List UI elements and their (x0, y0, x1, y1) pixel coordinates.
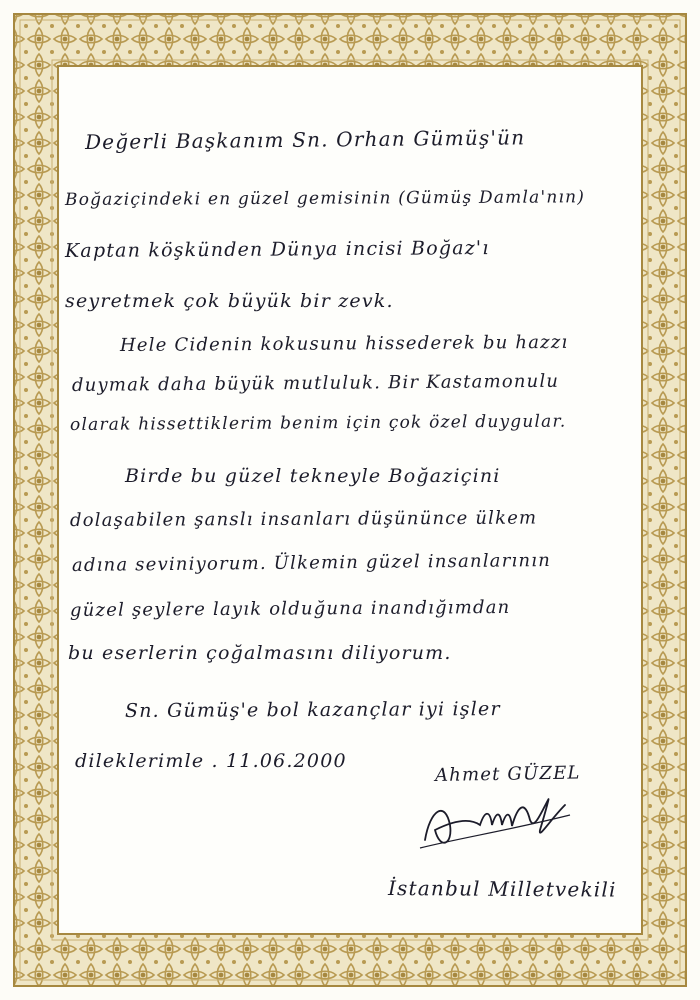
letter-line: olarak hissettiklerim benim için çok özel duygular. (69, 411, 567, 435)
letter-line: Birde bu güzel tekneyle Boğaziçini (125, 465, 501, 487)
letter-line: seyretmek çok büyük bir zevk. (65, 290, 394, 312)
letter-line: adına seviniyorum. Ülkemin güzel insanlarının (71, 549, 552, 576)
letter-line: duymak daha büyük mutluluk. Bir Kastamonulu (71, 370, 560, 396)
signer-name: Ahmet GÜZEL (434, 762, 581, 786)
signer-title: İstanbul Milletvekili (387, 876, 617, 902)
letter-line: bu eserlerin çoğalmasını diliyorum. (68, 642, 452, 664)
letter-line: Boğaziçindeki en güzel gemisinin (Gümüş Damla'nın) (64, 187, 586, 210)
letter-line: Kaptan köşkünden Dünya incisi Boğaz'ı (64, 237, 490, 262)
letter-line: dolaşabilen şanslı insanları düşününce ülkem (69, 507, 538, 531)
salutation: Değerli Başkanım Sn. Orhan Gümüş'ün (84, 125, 526, 154)
handwritten-signature (400, 770, 590, 860)
letter-line: Hele Cidenin kokusunu hissederek bu hazzı (119, 331, 569, 356)
letter-line: Sn. Gümüş'e bol kazançlar iyi işler (124, 698, 501, 722)
letter-line: güzel şeylere layık olduğuna inandığımdan (69, 596, 511, 621)
letter-line: dileklerimle . 11.06.2000 (75, 750, 347, 772)
